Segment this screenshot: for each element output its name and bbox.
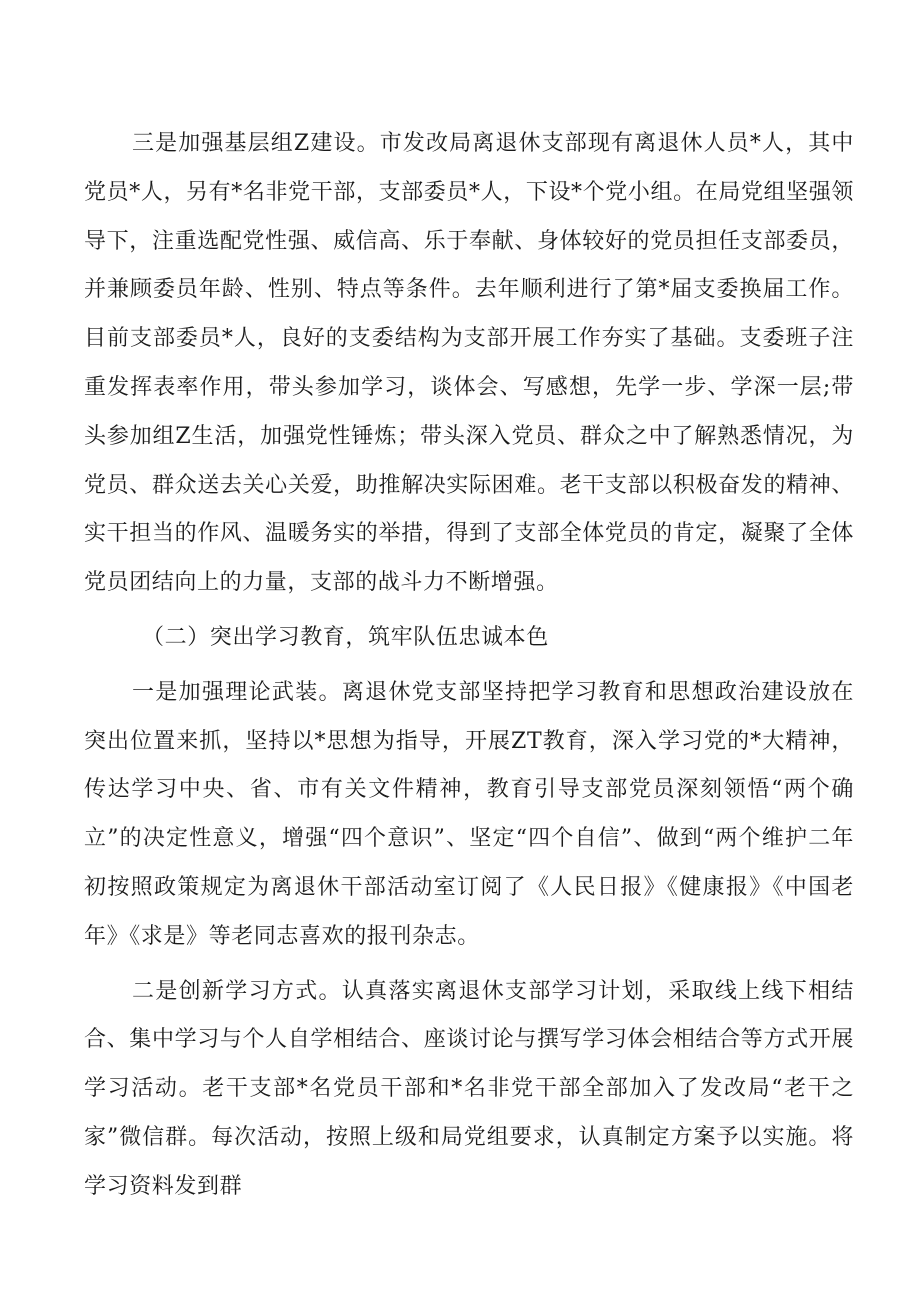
paragraph-organization-building: 三是加强基层组Z建设。市发改局离退休支部现有离退休人员*人，其中党员*人，另有*名非党干部，支部委员*人，下设*个党小组。在局党组坚强领导下，注重选配党性强、威信高、乐于奉献、身体较好的党员担任支部委员，并兼顾委员年龄、性别、特点等条件。去年顺利进行了第*届支委换届工作。目前支部委员*人，良好的支委结构为支部开展工作夯实了基础。支委班子注重发挥表率作用，带头参加学习，谈体会、写感想，先学一步、学深一层;带头参加组Z生活，加强党性锤炼；带头深入党员、群众之中了解熟悉情况，为党员、群众送去关心关爱，助推解决实际困难。老干支部以积极奋发的精神、实干担当的作风、温暖务实的举措，得到了支部全体党员的肯定，凝聚了全体党员团结向上的力量，支部的战斗力不断增强。 [84, 131, 854, 596]
document-body [84, 120, 854, 1212]
paragraph-learning-methods: 二是创新学习方式。认真落实离退休支部学习计划，采取线上线下相结合、集中学习与个人自学相结合、座谈讨论与撰写学习体会相结合等方式开展学习活动。老干支部*名党员干部和*名非党干部全部加入了发改局“老干之家”微信群。每次活动，按照上级和局党组要求，认真制定方案予以实施。将学习资料发到群 [84, 978, 854, 1199]
section-heading: （二）突出学习教育，筑牢队伍忠诚本色 [142, 624, 549, 650]
paragraph-theory-study: 一是加强理论武装。离退休党支部坚持把学习教育和思想政治建设放在突出位置来抓，坚持以*思想为指导，开展ZT教育，深入学习党的*大精神，传达学习中央、省、市有关文件精神，教育引导支部党员深刻领悟“两个确立”的决定性意义，增强“四个意识”、坚定“四个自信”、做到“两个维护二年初按照政策规定为离退休干部活动室订阅了《人民日报》《健康报》《中国老年》《求是》等老同志喜欢的报刊杂志。 [84, 679, 854, 949]
